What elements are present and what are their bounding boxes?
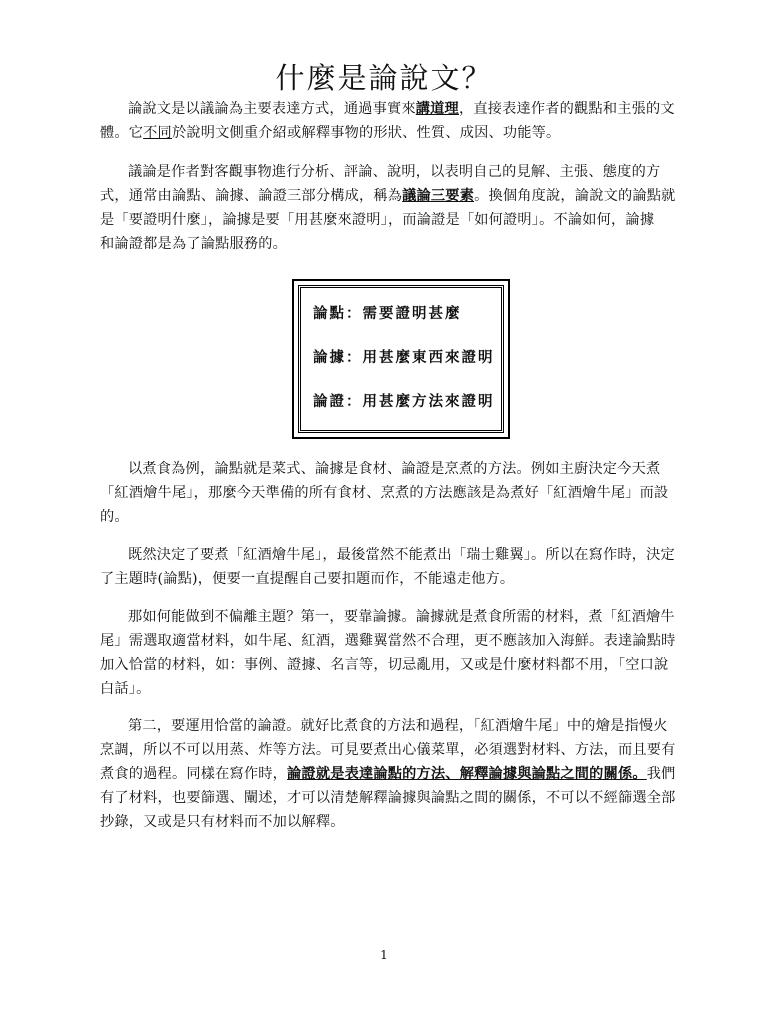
paragraph-line: 抄錄，又或是只有材料而不加以解釋。 [100,814,345,830]
paragraph-line [100,97,675,121]
paragraph-line: 烹調，所以不可以用蒸、炸等方法。可見要煮出心儀菜單，必須選對材料、方法，而且要有 [100,742,676,758]
paragraph-line [100,121,670,145]
paragraph-line: 「紅酒燴牛尾」，那麼今天準備的所有食材、烹煮的方法應該是為煮好「紅酒燴牛尾」而設 [100,485,669,501]
page-title: 什麼是論說文？ [275,61,493,95]
box-line-argument: 論點：需要證明甚麼 [313,305,462,322]
underlined-text: 不同 [143,125,172,141]
paragraph-line: 加入恰當的材料，如：事例、證據、名言等，切忌亂用，又或是什麼材料都不用，「空口說 [100,657,669,673]
paragraph-6 [100,714,676,834]
text: 論說文是以議論為主要表達方式，通過事實來 [128,101,416,117]
text: 煮食的過程。同樣在寫作時， [100,766,288,782]
underlined-text: 講道理 [415,101,459,117]
text: 於說明文側重介紹或解釋事物的形狀、性質、成因、功能等。 [171,125,561,141]
box-line-reasoning: 論證：用甚麼方法來證明 [313,393,495,410]
text: ，直接表達作者的觀點和主張的文 [458,101,675,117]
text: 我們 [646,766,676,782]
paragraph-5 [100,605,676,701]
box-line-evidence: 論據：用甚麼東西來證明 [313,349,495,366]
paragraph-line: 有了材料，也要篩選、闡述，才可以清楚解釋論據與論點之間的關係，不可以不經篩選全部 [100,790,676,806]
text: 式，通常由論點、論據、論證三部分構成，稱為 [100,188,403,204]
paragraph-line [100,184,676,208]
paragraph-line: 白話」。 [100,681,151,697]
summary-box-inner [298,285,504,433]
paragraph-line: 議論是作者對客觀事物進行分析、評論、說明，以表明自己的見解、主張、態度的方 [128,164,661,180]
paragraph-line: 尾」需選取適當材料，如牛尾、紅酒，選雞翼當然不合理，更不應該加入海鮮。表達論點時 [100,633,676,649]
paragraph-line [100,762,676,786]
paragraph-line: 以煮食為例，論點就是菜式、論據是食材、論證是烹煮的方法。例如主廚決定今天煮 [128,461,661,477]
paragraph-line: 的。 [100,509,129,525]
paragraph-line: 和論證都是為了論點服務的。 [100,236,288,252]
paragraph-3 [100,457,670,529]
underlined-text: 論證就是表達論點的方法、解釋論據與論點之間的關係。 [287,766,647,782]
text: 體。它 [100,125,144,141]
paragraph-line: 了主題時(論點)，便要一直提醒自己要扣題而作，不能遠走他方。 [100,571,515,587]
paragraph-line: 第二，要運用恰當的論證。就好比煮食的方法和過程，「紅酒燴牛尾」中的燴是指慢火 [128,718,668,734]
paragraph-line: 是「要證明什麼」，論據是要「用甚麼來證明」，而論證是「如何證明」。不論如何，論據 [100,212,655,228]
paragraph-line: 既然決定了要煮「紅酒燴牛尾」，最後當然不能煮出「瑞士雞翼」。所以在寫作時，決定 [128,547,675,563]
underlined-text: 議論三要素 [402,188,475,204]
summary-box [292,279,510,439]
page-number: 1 [380,948,388,962]
text: 。換個角度說，論說文的論點就 [474,188,676,204]
paragraph-1 [100,97,675,145]
paragraph-4 [100,543,675,591]
paragraph-2 [100,160,676,256]
paragraph-line: 那如何能做到不偏離主題？第一，要靠論據。論據就是煮食所需的材料，煮「紅酒燴牛 [128,609,675,625]
